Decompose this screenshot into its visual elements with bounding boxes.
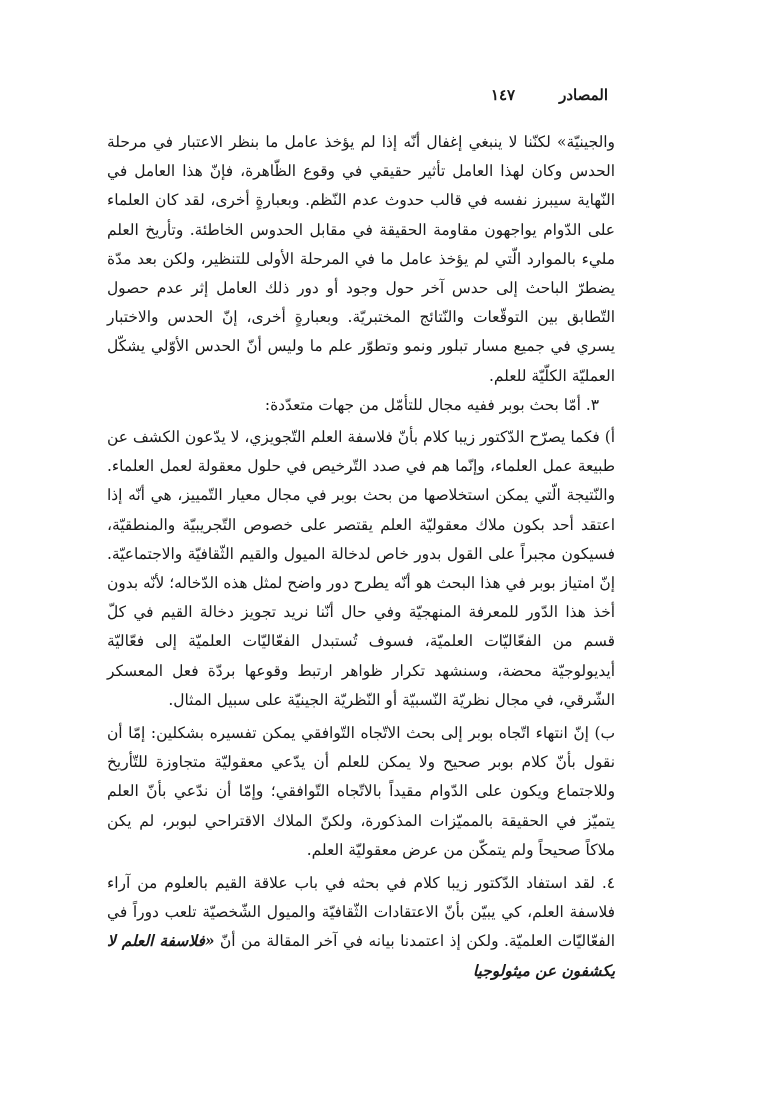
paragraph-point-3: ٣. أمّا بحث بوبر ففيه مجال للتأمّل من جهات متعدّدة: [264,395,599,414]
paragraph-point-b: ب) إنّ انتهاء اتّجاه بوبر إلى بحث الاتّجاه التّوافقي يمكن تفسيره بشكلين: إمّا أن نقول بأنّ كلام بوبر صحيح ولا يمكن للعلم أن يدّعي معقوليّة متجاوزة للتّأريخ وللاجتماع ويكون على الدّوام مقيداً بالاتّجاه التّوافقي؛ وإمّا أن ندّعي بأنّ العلم يتميّز في الحقيقة بالمميّزات المذكورة، ولكنّ الملاك الاقتراحي لبوبر، لم يكن ملاكاً صحيحاً ولم يتمكّن من عرض معقوليّة العلم. [107,724,615,859]
paragraph-point-a: أ) فكما يصرّح الدّكتور زيبا كلام بأنّ فلاسفة العلم التّجويزي، لا يدّعون الكشف عن طبيعة عمل العلماء، وإنّما هم في صدد التّرخيص في حلول معقولة لعمل العلماء. والنّتيجة الّتي يمكن استخلاصها من بحث بوبر في مجال معيار التّمييز، هي أنّه إذا اعتقد أحد بكون ملاك معقوليّة العلم يقتصر على خصوص التّجريبيّة والمنطقيّة، فسيكون مجبراً على القول بدور خاص لدخالة الميول والقيم الثّقافيّة والاجتماعيّة. إنّ امتياز بوبر في هذا البحث هو أنّه يطرح دور واضح لمثل هذه الدّخاله؛ لأنّه بدون أخذ هذا الدّور للمعرفة المنهجيّة وفي حال أنّنا نريد تجويز دخالة القيم في كلّ قسم من الفعّاليّات العلميّة، فسوف تُستبدل الفعّاليّات العلميّة إلى فعّاليّة أيديولوجيّة محضة، وسنشهد تكرار ظواهر ارتبط وقوعها بردّة فعل المعسكر الشّرقي، في مجال نظريّة النّسبيّة أو النّظريّة الجينيّة على سبيل المثال. [107,428,615,709]
paragraph-continuation: والجينيّة» لكنّنا لا ينبغي إغفال أنّه إذا لم يؤخذ عامل ما بنظر الاعتبار في مرحلة الحدس وكان لهذا العامل تأثير حقيقي في وقوع الظّاهرة، فإنّ هذا العامل في النّهاية سيبرز نفسه في قالب حدوث عدم النّظم. وبعبارةٍ أخرى، لقد كان العلماء على الدّوام يواجهون مقاومة الحقيقة في مقابل الحدوس الخاطئة. وتأريخ العلم مليء بالموارد الّتي لم يؤخذ عامل ما في المرحلة الأولى للتنظير، ولكن بعد مدّة يضطرّ الباحث إلى حدس آخر حول وجود أو دور ذلك العامل إثر عدم حصول التّطابق بين التوقّعات والنّتائج المختبريّة. وبعبارةٍ أخرى، إنّ الحدس والاختبار يسري في جميع مسار تبلور ونمو وتطوّر علم ما وليس أنّ الحدس الأوّلي يشكّل العمليّة الكلّيّة للعلم. [107,133,615,385]
page-header [491,86,608,104]
quoted-phrase: «فلاسفة العلم لا يكشفون عن ميثولوجيا [107,932,615,980]
paragraph-point-4-text: ٤. لقد استفاد الدّكتور زيبا كلام في بحثه في باب علاقة القيم بالعلوم من آراء فلاسفة العلم، كي يبيّن بأنّ الاعتقادات الثّقافيّة والميول الشّخصيّة تلعب دوراً في الفعّاليّات العلميّة. ولكن إذ اعتمدنا بيانه في آخر المقالة من أنّ [107,874,615,951]
page-number: ١٤٧ [490,86,516,104]
body-text [107,128,615,986]
running-title: المصادر [559,86,608,104]
paragraph-point-4 [107,869,615,986]
